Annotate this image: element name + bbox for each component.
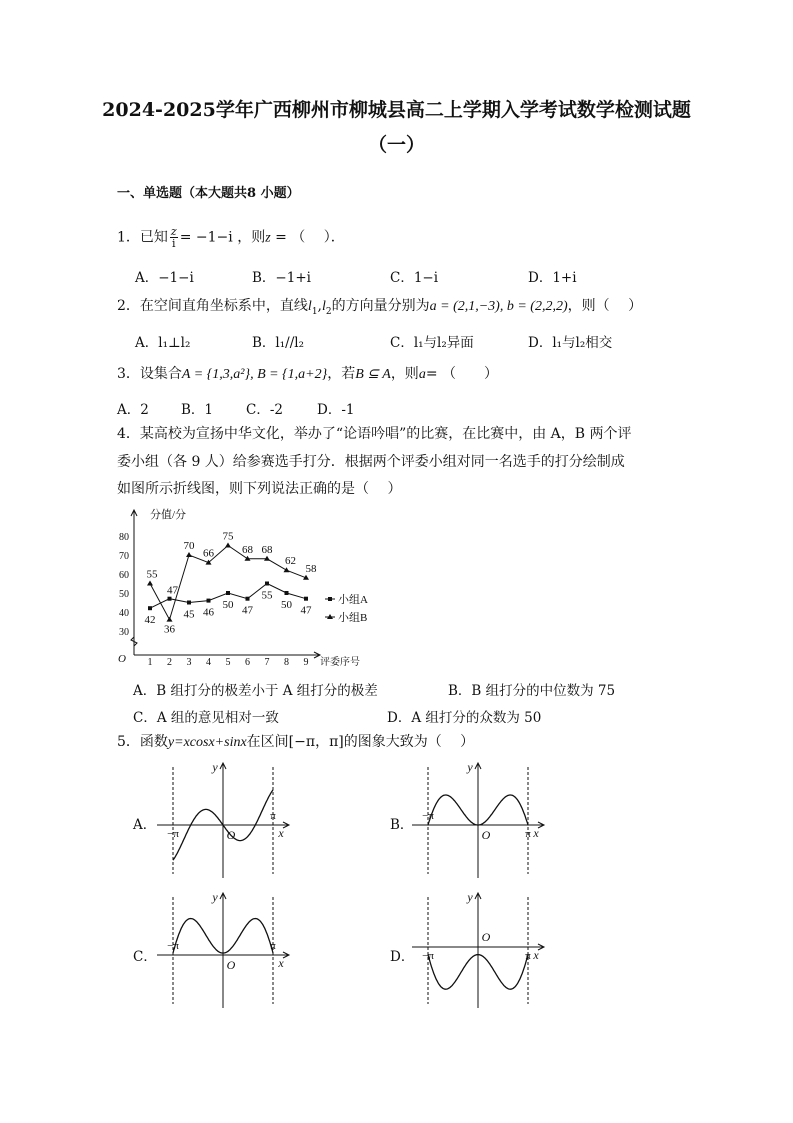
- data-label-b: 55: [146, 568, 158, 581]
- data-label-b: 62: [285, 555, 296, 568]
- point-a: [148, 606, 152, 610]
- question-number: 3．: [117, 366, 140, 382]
- option-b: B．−1+i: [252, 270, 311, 286]
- point-b: [225, 543, 231, 548]
- data-label-a: 55: [261, 589, 273, 602]
- option-c: C．l₁与l₂异面: [390, 335, 474, 351]
- x-tick-label: 9: [303, 657, 309, 668]
- neg-pi-label: −π: [167, 940, 179, 952]
- origin-label: O: [481, 828, 491, 842]
- page-title: 2024-2025学年广西柳州市柳城县高二上学期入学考试数学检测试题: [102, 99, 691, 121]
- data-label-a: 50: [281, 599, 292, 611]
- point-b: [186, 552, 192, 557]
- point-a: [246, 597, 250, 601]
- fraction: $\frac{z}{i}$: [170, 225, 177, 250]
- point-a: [226, 591, 230, 595]
- point-a: [285, 591, 289, 595]
- question-5: 5．函数y=xcosx+sinx在区间[−π，π]的图象大致为（ ）: [117, 734, 475, 750]
- y-tick-label: 70: [119, 551, 129, 562]
- option-a: A．−1−i: [135, 270, 194, 286]
- x-tick-label: 4: [206, 657, 211, 668]
- y-tick-label: 50: [119, 589, 129, 600]
- option-b: B．l₁//l₂: [252, 335, 304, 351]
- data-label-b: 58: [305, 562, 317, 575]
- origin-label: O: [481, 930, 491, 944]
- graph-option-a: [155, 755, 295, 880]
- data-label-a: 47: [242, 604, 253, 617]
- x-tick-label: 1: [147, 657, 153, 668]
- origin-label: O: [226, 828, 236, 842]
- option-c: C．: [133, 949, 157, 965]
- point-b: [147, 581, 153, 586]
- question-number: 2．: [117, 298, 140, 314]
- legend-label-a: 小组A: [338, 594, 368, 606]
- data-label-b: 75: [222, 530, 234, 543]
- y-tick-label: 30: [119, 627, 129, 638]
- graph-option-c: [155, 885, 295, 1010]
- pi-label: π: [525, 950, 531, 962]
- question-3: 3．设集合A = {1,3,a²}, B = {1,a+2}，若B ⊆ A，则a= （ ）: [117, 366, 498, 382]
- data-label-b: 36: [164, 623, 175, 636]
- data-label-b: 66: [203, 547, 214, 560]
- point-a: [265, 582, 269, 586]
- y-axis-label: y: [212, 760, 218, 774]
- option-a: A．l₁⊥l₂: [135, 335, 191, 351]
- option-d: D．1+i: [528, 270, 577, 286]
- data-label-a: 47: [300, 604, 312, 617]
- x-axis-label: x: [278, 956, 284, 970]
- data-label-a: 50: [222, 599, 234, 611]
- point-b: [167, 617, 173, 622]
- y-axis-label: y: [467, 760, 473, 774]
- point-a: [207, 599, 211, 603]
- option-c: C．A 组的意见相对一致: [133, 710, 279, 726]
- point-a: [187, 601, 191, 605]
- option-a: A．2: [117, 402, 149, 418]
- option-a: A．B 组打分的极差小于 A 组打分的极差: [133, 683, 378, 699]
- option-b: B．B 组打分的中位数为 75: [448, 683, 616, 699]
- point-a: [168, 597, 172, 601]
- data-label-a: 46: [203, 606, 214, 619]
- vector-expression: a = (2,1,−3), b = (2,2,2): [429, 299, 568, 314]
- point-a: [304, 597, 308, 601]
- x-tick-label: 6: [245, 657, 250, 668]
- pi-label: π: [270, 810, 276, 822]
- legend-marker-a: [328, 597, 332, 601]
- data-label-a: 45: [183, 608, 195, 621]
- x-axis-label: x: [533, 826, 539, 840]
- x-axis-label: x: [533, 948, 539, 962]
- y-axis-label: y: [467, 890, 473, 904]
- pi-label: π: [525, 828, 531, 840]
- y-axis-label: y: [212, 890, 218, 904]
- point-b: [264, 556, 270, 561]
- x-tick-label: 5: [225, 657, 231, 668]
- graph-option-b: [410, 755, 550, 880]
- y-tick-label: 40: [119, 608, 129, 619]
- y-tick-label: 60: [119, 570, 129, 581]
- option-c: C．1−i: [390, 270, 439, 286]
- y-tick-label: 80: [119, 532, 129, 543]
- x-tick-label: 3: [186, 657, 192, 668]
- x-axis-label: x: [278, 826, 284, 840]
- option-b: B．: [390, 817, 414, 833]
- question-2: 2．在空间直角坐标系中，直线$l_1,l_2$的方向量分别为a = (2,1,−3), b = (2,2,2)，则（ ）: [117, 298, 643, 317]
- point-b: [245, 556, 251, 561]
- option-d: D．l₁与l₂相交: [528, 335, 613, 351]
- data-label-b: 68: [261, 543, 273, 556]
- neg-pi-label: −π: [422, 810, 434, 822]
- question-1: 1．已知 $\frac{z}{i}$ = −1−i ，则z = （ ）．: [117, 225, 345, 250]
- question-4-line-1: 4．某高校为宣扬中华文化，举办了“论语吟唱”的比赛，在比赛中，由 A，B 两个评: [117, 426, 632, 442]
- pi-label: π: [270, 940, 276, 952]
- option-c: C．-2: [246, 402, 283, 418]
- neg-pi-label: −π: [167, 828, 179, 840]
- line-chart: [110, 500, 390, 675]
- question-number: 1．: [117, 229, 140, 246]
- graph-option-d: [410, 885, 550, 1010]
- data-label-b: 70: [183, 540, 195, 552]
- option-a: A．: [133, 817, 157, 833]
- neg-pi-label: −π: [422, 950, 434, 962]
- option-d: D．A 组打分的众数为 50: [387, 710, 542, 726]
- option-d: D．: [390, 949, 415, 965]
- data-label-a: 42: [144, 614, 156, 627]
- question-4-line-3: 如图所示折线图，则下列说法正确的是（ ）: [117, 481, 402, 497]
- question-4-line-2: 委小组（各 9 人）给参赛选手打分．根据两个评委小组对同一名选手的打分绘制成: [117, 454, 625, 470]
- x-axis-label: 评委序号: [320, 657, 360, 668]
- x-tick-label: 7: [264, 657, 270, 668]
- option-b: B．1: [181, 402, 214, 418]
- page-subtitle: （一）: [367, 134, 425, 156]
- origin-label: O: [118, 653, 126, 665]
- data-label-a: 47: [167, 584, 178, 597]
- option-d: D．-1: [317, 402, 355, 418]
- x-tick-label: 2: [167, 657, 172, 668]
- set-expression: A = {1,3,a²}, B = {1,a+2}: [181, 367, 328, 382]
- legend-label-b: 小组B: [338, 612, 368, 624]
- y-axis-label: 分值/分: [149, 509, 187, 521]
- point-b: [284, 567, 290, 572]
- origin-label: O: [226, 958, 236, 972]
- section-heading: 一、单选题（本大题共8 小题）: [117, 186, 300, 201]
- x-tick-label: 8: [284, 657, 289, 668]
- data-label-b: 68: [242, 543, 253, 556]
